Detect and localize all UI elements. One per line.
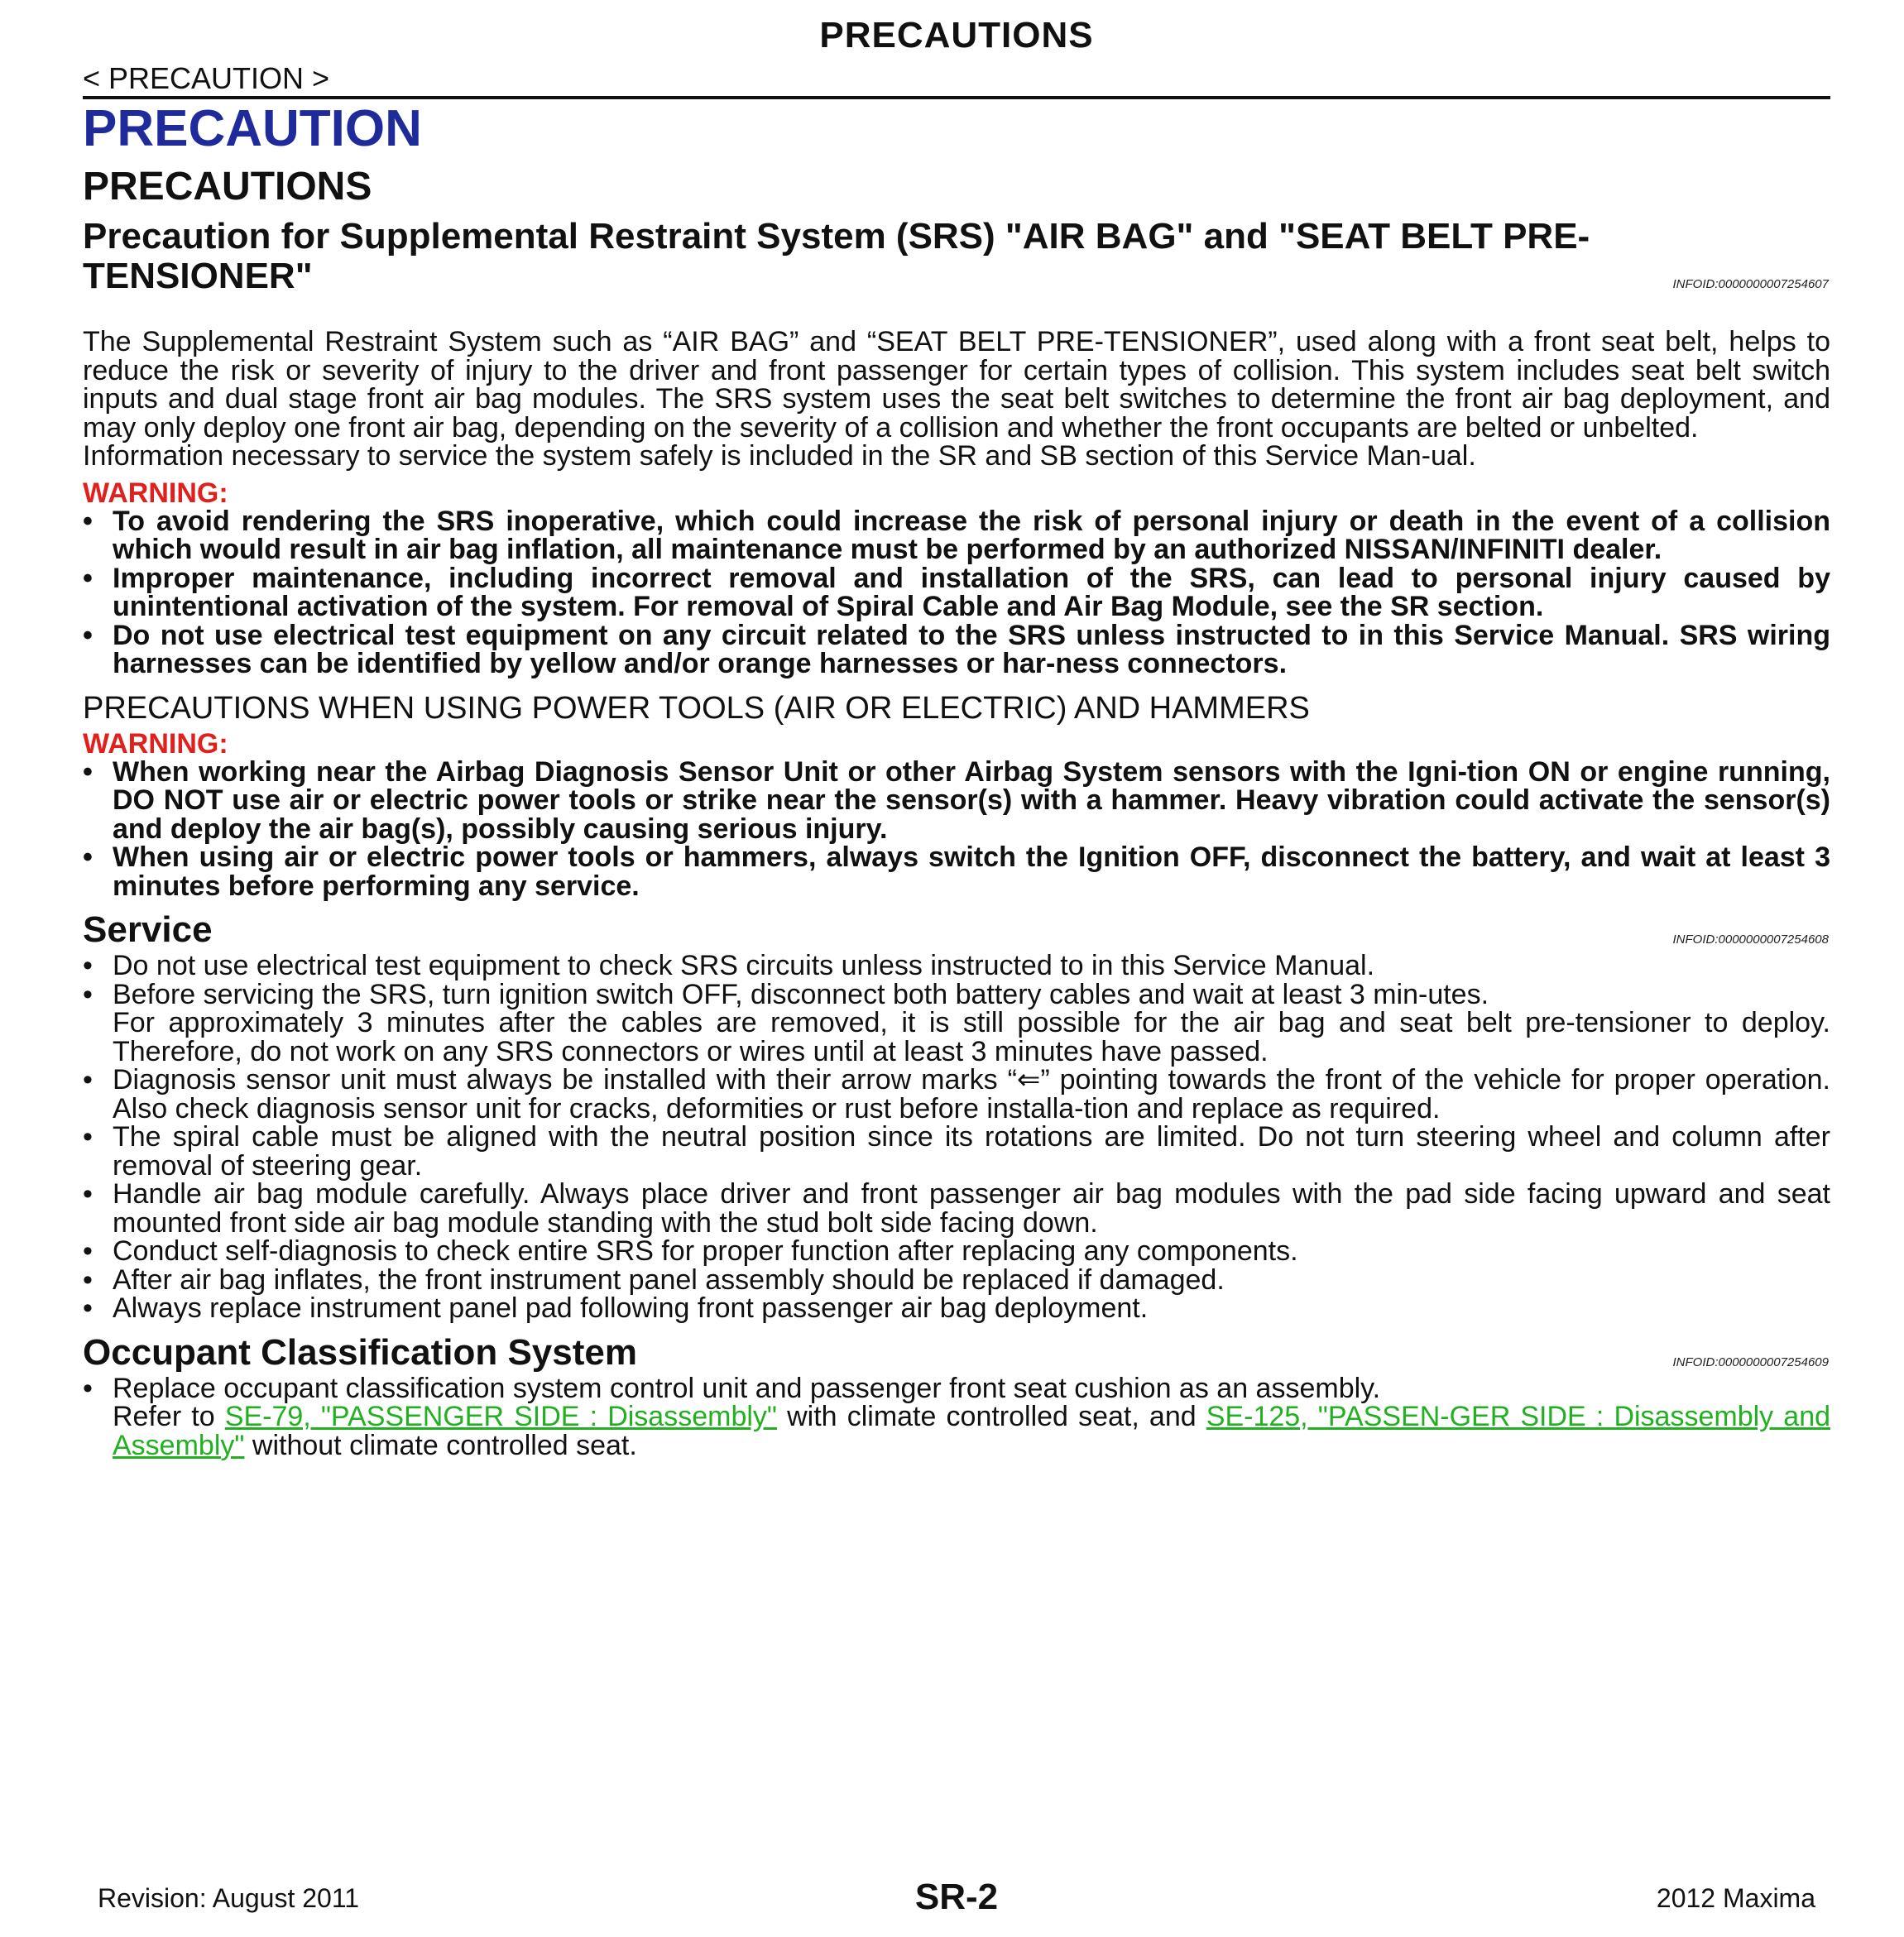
service-topic-header [83, 909, 1830, 952]
breadcrumb: < PRECAUTION > [83, 61, 330, 95]
service-item: • After air bag inflates, the front instrument panel assembly should be replaced if damaged. [83, 1266, 1830, 1295]
power-tools-heading: PRECAUTIONS WHEN USING POWER TOOLS (AIR OR ELECTRIC) AND HAMMERS [83, 690, 1310, 726]
refer-middle: with climate controlled seat, and [776, 1401, 1206, 1432]
occupant-topic-header [83, 1331, 1830, 1374]
service-item: • Do not use electrical test equipment to check SRS circuits unless instructed to in this Service Manual. [83, 952, 1830, 980]
service-item-note: For approximately 3 minutes after the cables are removed, it is still possible for the air bag and seat belt pre-tensioner to deploy. Therefore, do not work on any SRS connectors or wires until at least 3 minutes have passed. [113, 1007, 1830, 1067]
page-footer [83, 1877, 1830, 1918]
footer-model: 2012 Maxima [1656, 1883, 1815, 1913]
occupant-infoid: INFOID:0000000007254609 [1672, 1354, 1829, 1369]
srs-topic-title: Precaution for Supplemental Restraint System (SRS) "AIR BAG" and "SEAT BELT PRE-TENSIONER" [83, 216, 1590, 296]
page-header-title: PRECAUTIONS [819, 15, 1094, 55]
warning-item: • Do not use electrical test equipment on any circuit related to the SRS unless instructed to in this Service Manual. SRS wiring harnesses can be identified by yellow and/or orange harnesses or har-ness connectors. [83, 621, 1830, 678]
refer-suffix: without climate controlled seat. [244, 1429, 637, 1461]
srs-topic-header [83, 217, 1830, 296]
se-79-link[interactable]: SE-79, "PASSENGER SIDE : Disassembly" [224, 1401, 777, 1432]
warning-item: • Improper maintenance, including incorrect removal and installation of the SRS, can lead to personal injury caused by unintentional activation of the system. For removal of Spiral Cable and Air Bag Module, see the SR section. [83, 564, 1830, 621]
content [83, 99, 1830, 1460]
refer-prefix: Refer to [113, 1401, 225, 1432]
warning-item: • When using air or electric power tools or hammers, always switch the Ignition OFF, disconnect the battery, and wait at least 3 minutes before performing any service. [83, 843, 1830, 900]
service-item-text: Before servicing the SRS, turn ignition switch OFF, disconnect both battery cables and wait at least 3 min-utes. [113, 978, 1489, 1010]
service-infoid: INFOID:0000000007254608 [1672, 933, 1829, 947]
warning-item: • To avoid rendering the SRS inoperative, which could increase the risk of personal injury or death in the event of a collision which would result in air bag inflation, all maintenance must be performed by an authorized NISSAN/INFINITI dealer. [83, 507, 1830, 564]
footer-page-number: SR-2 [914, 1877, 999, 1917]
section-title: PRECAUTION [83, 100, 422, 157]
chapter-title: PRECAUTIONS [83, 165, 372, 209]
occupant-topic-title: Occupant Classification System [83, 1331, 637, 1373]
srs-warning-list [83, 507, 1830, 678]
warning-item: • When working near the Airbag Diagnosis Sensor Unit or other Airbag System sensors with the Igni-tion ON or engine running, DO NOT use air or electric power tools or strike near the sensor(s) with a hammer. Heavy vibration could activate the sensor(s) and deploy the air bag(s), possibly causing serious injury. [83, 758, 1830, 844]
service-item: • The spiral cable must be aligned with the neutral position since its rotations are limited. Do not turn steering wheel and column after removal of steering gear. [83, 1123, 1830, 1180]
service-item: • Always replace instrument panel pad following front passenger air bag deployment. [83, 1294, 1830, 1323]
power-tools-warning-list [83, 755, 1830, 902]
service-topic-title: Service [83, 909, 213, 950]
service-item: • Conduct self-diagnosis to check entire SRS for proper function after replacing any components. [83, 1237, 1830, 1266]
service-item [83, 980, 1830, 1067]
srs-infoid: INFOID:0000000007254607 [1672, 277, 1829, 291]
se-125-link[interactable]: SE-125, "PASSEN-GER SIDE : Disassembly and Assembly" [113, 1401, 1831, 1461]
srs-intro-paragraph-2: Information necessary to service the system safely is included in the SR and SB section of this Service Man-ual. [83, 440, 1476, 472]
occupant-list [83, 1374, 1830, 1460]
srs-intro-paragraph: The Supplemental Restraint System such as “AIR BAG” and “SEAT BELT PRE-TENSIONER”, used along with a front seat belt, helps to reduce the risk or severity of injury to the driver and front passenger for certain types of collision. This system includes seat belt switch inputs and dual stage front air bag modules. The SRS system uses the seat belt switches to determine the front air bag deployment, and may only deploy one front air bag, depending on the severity of a collision and whether the front occupants are belted or unbelted. [83, 326, 1830, 443]
footer-revision: Revision: August 2011 [98, 1883, 360, 1913]
occupant-item [83, 1374, 1830, 1460]
service-item: • Handle air bag module carefully. Always place driver and front passenger air bag modules with the pad side facing upward and seat mounted front side air bag module standing with the stud bolt side facing down. [83, 1180, 1830, 1237]
service-list [83, 952, 1830, 1323]
warning-label-2: WARNING: [83, 727, 228, 760]
warning-label: WARNING: [83, 477, 228, 509]
service-item: • Diagnosis sensor unit must always be installed with their arrow marks “⇐” pointing towards the front of the vehicle for proper operation. Also check diagnosis sensor unit for cracks, deformities or rust before installa-tion and replace as required. [83, 1066, 1830, 1123]
occupant-item-text: Replace occupant classification system control unit and passenger front seat cushion as an assembly. [113, 1372, 1381, 1404]
document-page [83, 0, 1830, 1937]
